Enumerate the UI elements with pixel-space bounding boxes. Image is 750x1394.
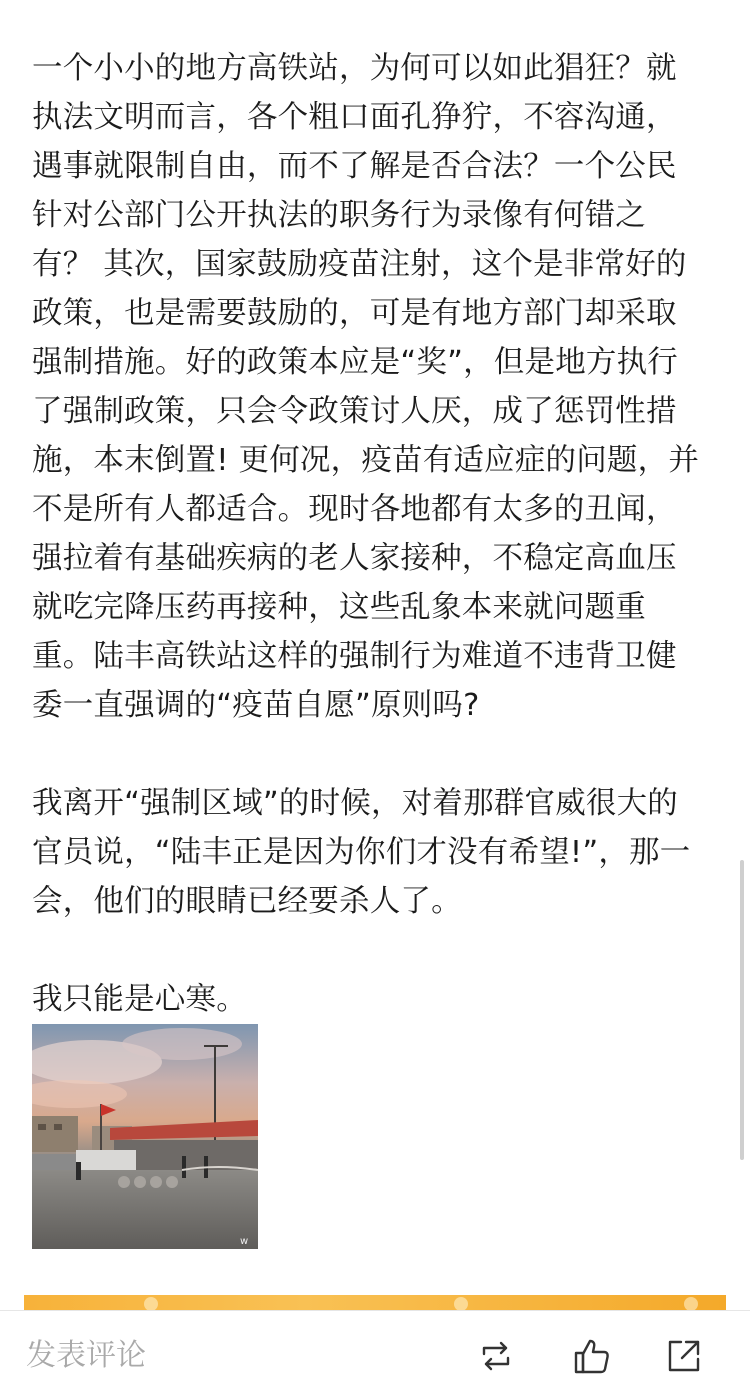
- text-line: 遇事就限制自由，而不了解是否合法？一个公民: [32, 149, 677, 184]
- banner-decoration: [144, 1297, 158, 1311]
- text-line: 执法文明而言，各个粗口面孔狰狞，不容沟通，: [32, 100, 677, 135]
- text-line: 委一直强调的“疫苗自愿”原则吗?: [32, 688, 480, 723]
- paragraph-2: [32, 779, 722, 926]
- paragraph-3: [32, 975, 722, 1024]
- text-line: 施，本末倒置! 更何况，疫苗有适应症的问题，并: [32, 443, 700, 478]
- text-line: 我离开“强制区域”的时候，对着那群官威很大的: [32, 786, 679, 821]
- scrollbar[interactable]: [740, 860, 744, 1160]
- text-line: 了强制政策，只会令政策讨人厌，成了惩罚性措: [32, 394, 677, 429]
- text-line: 官员说，“陆丰正是因为你们才没有希望!”，那一: [32, 835, 691, 870]
- bottom-action-bar: [0, 1310, 750, 1394]
- share-icon[interactable]: [664, 1336, 704, 1376]
- station-photo-illustration: [32, 1024, 258, 1249]
- like-icon[interactable]: [572, 1336, 612, 1376]
- article-photo[interactable]: [32, 1024, 258, 1249]
- text-line: 一个小小的地方高铁站，为何可以如此猖狂？就: [32, 51, 677, 86]
- text-line: 政策，也是需要鼓励的，可是有地方部门却采取: [32, 296, 677, 331]
- text-line: 不是所有人都适合。现时各地都有太多的丑闻，: [32, 492, 677, 527]
- paragraph-1: [32, 44, 722, 730]
- text-line: 强拉着有基础疾病的老人家接种，不稳定高血压: [32, 541, 677, 576]
- banner-decoration: [454, 1297, 468, 1311]
- text-line: 有？ 其次，国家鼓励疫苗注射，这个是非常好的: [32, 247, 687, 282]
- svg-text:w: w: [240, 1236, 249, 1247]
- text-line: 重。陆丰高铁站这样的强制行为难道不违背卫健: [32, 639, 677, 674]
- text-line: 针对公部门公开执法的职务行为录像有何错之: [32, 198, 646, 233]
- repost-icon[interactable]: [476, 1336, 516, 1376]
- text-line: 我只能是心寒。: [32, 982, 247, 1017]
- text-line: 会，他们的眼睛已经要杀人了。: [32, 884, 462, 919]
- article-body: [32, 44, 722, 1073]
- text-line: 就吃完降压药再接种，这些乱象本来就问题重: [32, 590, 646, 625]
- comment-input[interactable]: 发表评论: [26, 1338, 146, 1373]
- text-line: 强制措施。好的政策本应是“奖”，但是地方执行: [32, 345, 679, 380]
- banner-decoration: [684, 1297, 698, 1311]
